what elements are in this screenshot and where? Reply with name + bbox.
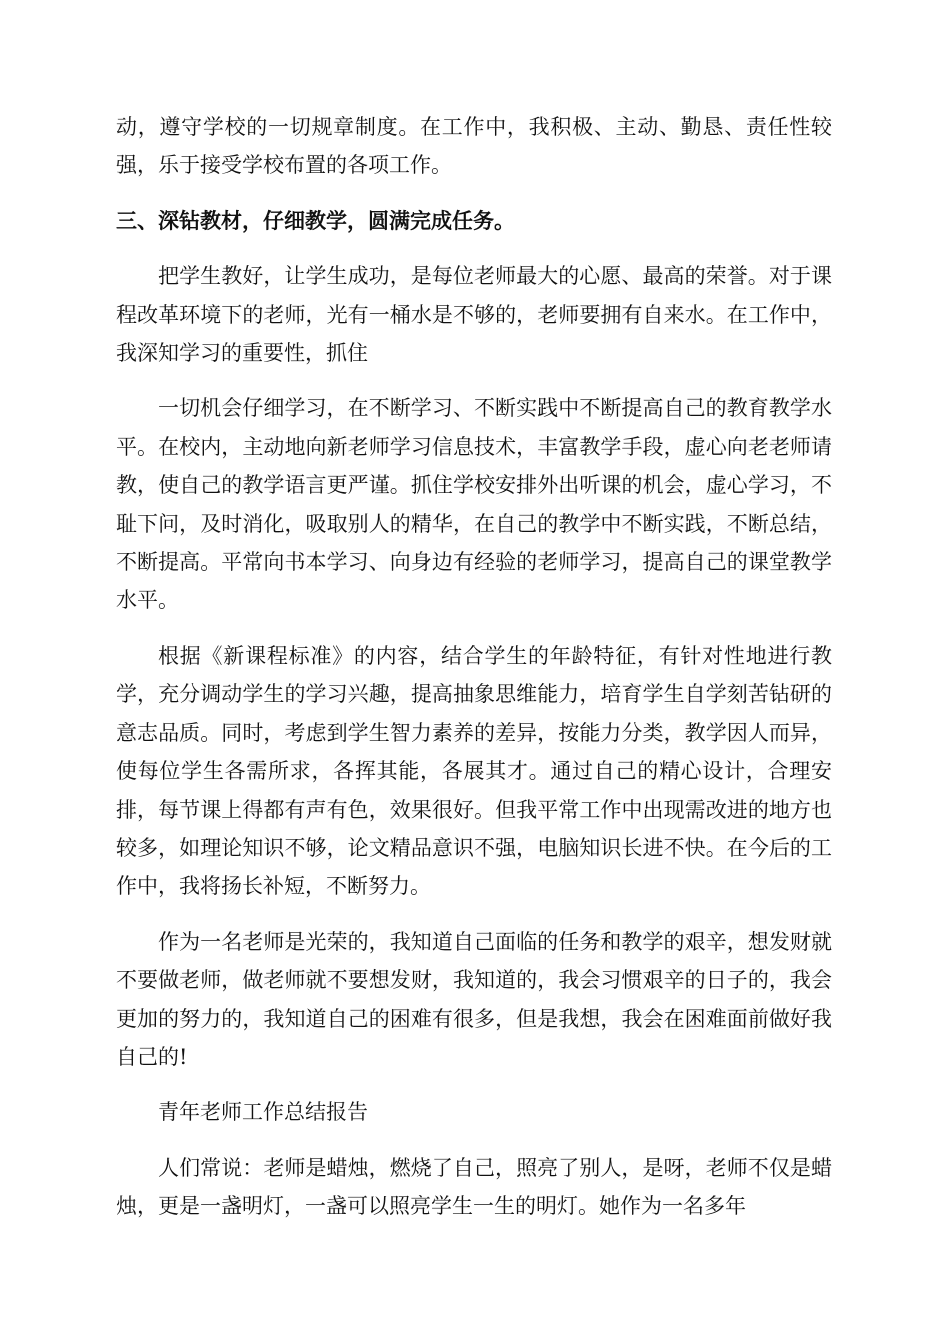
paragraph: 根据《新课程标准》的内容，结合学生的年龄特征，有针对性地进行教学，充分调动学生的学习兴趣，提高抽象思维能力，培育学生自学刻苦钻研的意志品质。同时，考虑到学生智力素养的差异，按能力分类，教学因人而异，使每位学生各需所求，各挥其能，各展其才。通过自己的精心设计，合理安排，每节课上得都有声有色，效果很好。但我平常工作中出现需改进的地方也较多，如理论知识不够，论文精品意识不强，电脑知识长进不快。在今后的工作中，我将扬长补短，不断努力。 <box>116 643 832 899</box>
paragraph: 一切机会仔细学习，在不断学习、不断实践中不断提高自己的教育教学水平。在校内，主动地向新老师学习信息技术，丰富教学手段，虚心向老老师请教，使自己的教学语言更严谨。抓住学校安排外出听课的机会，虚心学习，不耻下问，及时消化，吸取别人的精华，在自己的教学中不断实践，不断总结，不断提高。平常向书本学习、向身边有经验的老师学习，提高自己的课堂教学水平。 <box>116 396 832 613</box>
report-title: 青年老师工作总结报告 <box>158 1100 368 1125</box>
paragraph-continuation: 动，遵守学校的一切规章制度。在工作中，我积极、主动、勤恳、责任性较强，乐于接受学校布置的各项工作。 <box>116 115 832 178</box>
section-heading: 三、深钻教材，仔细教学，圆满完成任务。 <box>116 207 515 233</box>
paragraph: 把学生教好，让学生成功，是每位老师最大的心愿、最高的荣誉。对于课程改革环境下的老师，光有一桶水是不够的，老师要拥有自来水。在工作中，我深知学习的重要性，抓住 <box>116 264 832 366</box>
paragraph: 作为一名老师是光荣的，我知道自己面临的任务和教学的艰辛，想发财就不要做老师，做老师就不要想发财，我知道的，我会习惯艰辛的日子的，我会更加的努力的，我知道自己的困难有很多，但是我想，我会在困难面前做好我自己的! <box>116 929 832 1069</box>
document-page <box>116 108 832 1243</box>
paragraph: 人们常说：老师是蜡烛，燃烧了自己，照亮了别人，是呀，老师不仅是蜡烛，更是一盏明灯，一盏可以照亮学生一生的明灯。她作为一名多年 <box>116 1155 832 1219</box>
